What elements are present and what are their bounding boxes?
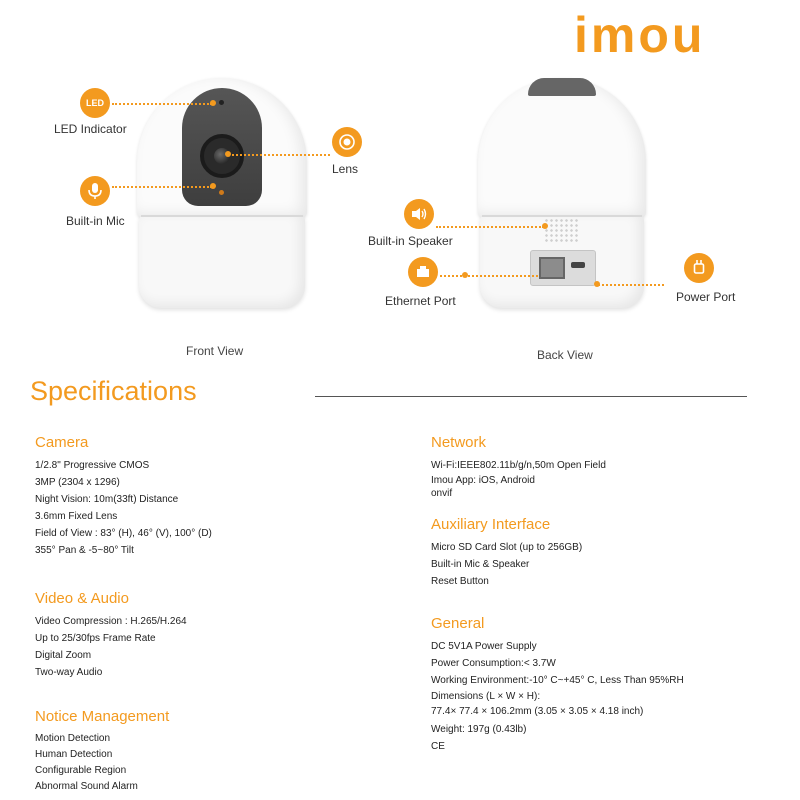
spec-item: Video Compression : H.265/H.264 [35, 616, 187, 627]
spec-item: DC 5V1A Power Supply [431, 641, 537, 652]
power-plug-icon [684, 253, 714, 283]
ethernet-icon [408, 257, 438, 287]
spec-item: Wi-Fi:IEEE802.11b/g/n,50m Open Field [431, 460, 606, 471]
network-section [431, 434, 761, 500]
spec-item: Working Environment:-10° C~+45° C, Less Than 95%RH [431, 675, 684, 686]
spec-item: Digital Zoom [35, 650, 92, 661]
microphone-icon [80, 176, 110, 206]
camera-section [35, 434, 365, 559]
spec-item: Configurable Region [35, 765, 127, 776]
video-audio-heading: Video & Audio [35, 590, 129, 607]
spec-item: 3MP (2304 x 1296) [35, 477, 120, 488]
mic-leader-line [112, 186, 212, 188]
general-heading: General [431, 615, 485, 632]
general-section [431, 615, 761, 755]
spec-item: Human Detection [35, 749, 113, 760]
spec-item: 1/2.8" Progressive CMOS [35, 460, 150, 471]
spec-item: Imou App: iOS, Android [431, 475, 535, 486]
spec-item: Power Consumption:< 3.7W [431, 658, 556, 669]
notice-management-heading: Notice Management [35, 708, 170, 725]
speaker-icon [404, 199, 434, 229]
spec-item: Two-way Audio [35, 667, 103, 678]
auxiliary-interface-section [431, 516, 761, 590]
spec-item: Field of View : 83° (H), 46° (V), 100° (D) [35, 528, 212, 539]
spec-item: Weight: 197g (0.43lb) [431, 724, 527, 735]
spec-item: Motion Detection [35, 733, 111, 744]
specifications-divider [315, 396, 747, 397]
spec-item: 355° Pan & -5~80° Tilt [35, 545, 134, 556]
imou-logo: imou [574, 7, 706, 63]
back-view-label: Back View [537, 348, 593, 362]
auxiliary-interface-heading: Auxiliary Interface [431, 516, 551, 533]
specifications-title: Specifications [30, 376, 197, 406]
built-in-speaker-label: Built-in Speaker [368, 234, 453, 248]
front-camera-image [137, 78, 307, 310]
lens-leader-line [228, 154, 330, 156]
front-view-label: Front View [186, 344, 244, 358]
power-port-label: Power Port [676, 290, 736, 304]
spec-item: onvif [431, 488, 453, 499]
video-audio-section [35, 590, 365, 681]
led-icon: LED [80, 88, 110, 118]
spec-item: Abnormal Sound Alarm [35, 781, 138, 792]
spec-item: CE [431, 741, 445, 752]
spec-item: Reset Button [431, 576, 489, 587]
spec-item: Built-in Mic & Speaker [431, 559, 530, 570]
ethernet-port-label: Ethernet Port [385, 294, 456, 308]
power-leader-line [598, 284, 664, 286]
speaker-leader-line [436, 226, 544, 228]
spec-item: Up to 25/30fps Frame Rate [35, 633, 156, 644]
lens-icon [332, 127, 362, 157]
back-camera-image [478, 78, 646, 308]
network-heading: Network [431, 434, 487, 451]
spec-item: Micro SD Card Slot (up to 256GB) [431, 542, 583, 553]
led-leader-line [112, 103, 212, 105]
ethernet-leader-line [440, 275, 538, 277]
lens-label: Lens [332, 162, 359, 176]
notice-management-section [35, 708, 365, 795]
spec-item: 77.4× 77.4 × 106.2mm (3.05 × 3.05 × 4.18 inch) [431, 706, 644, 717]
camera-heading: Camera [35, 434, 89, 451]
built-in-mic-label: Built-in Mic [66, 214, 125, 228]
spec-item: 3.6mm Fixed Lens [35, 511, 118, 522]
spec-item: Dimensions (L × W × H): [431, 691, 541, 702]
led-indicator-label: LED Indicator [54, 122, 127, 136]
spec-item: Night Vision: 10m(33ft) Distance [35, 494, 179, 505]
